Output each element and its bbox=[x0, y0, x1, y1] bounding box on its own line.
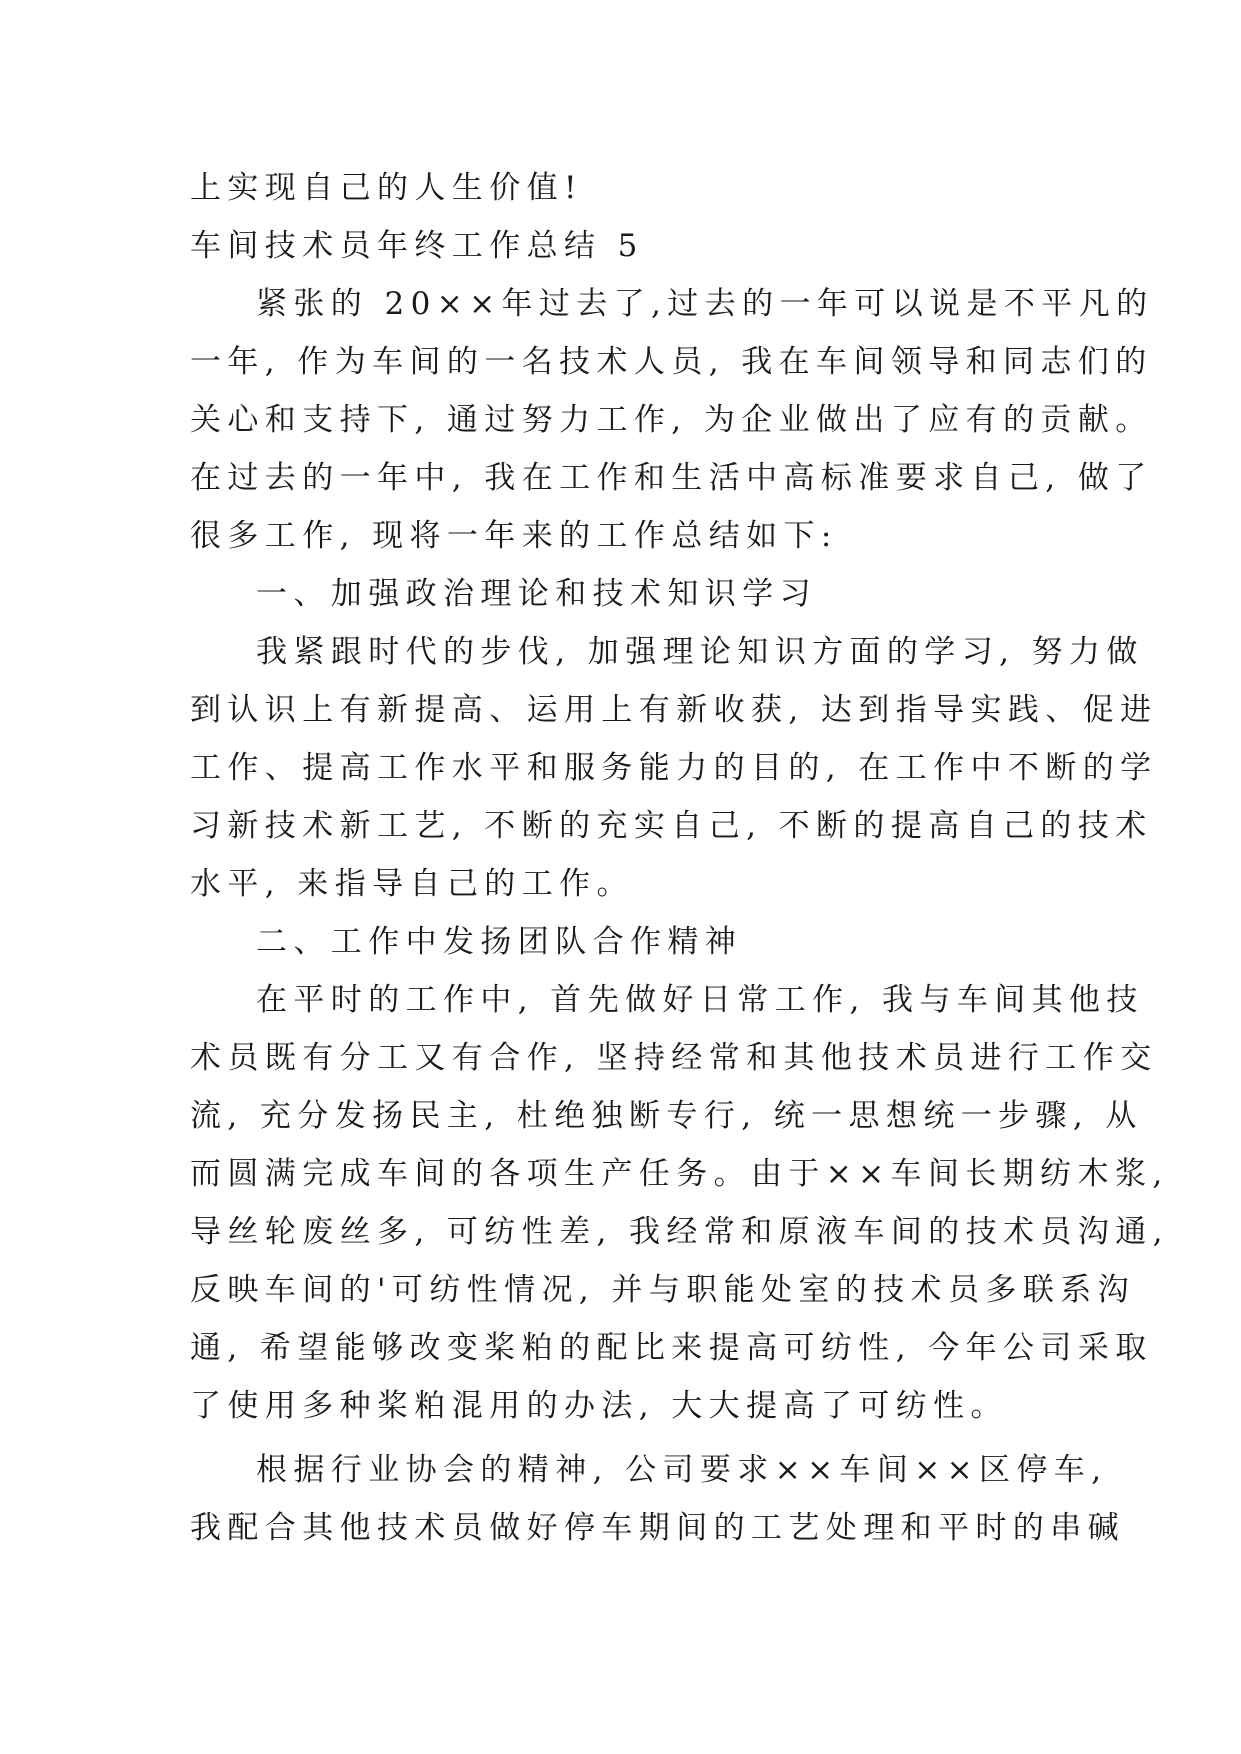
text-line: 流, 充分发扬民主, 杜绝独断专行, 统一思想统一步骤, 从 bbox=[190, 1098, 1143, 1134]
text-line: 工作、提高工作水平和服务能力的目的, 在工作中不断的学 bbox=[190, 750, 1158, 786]
text-line: 我配合其他技术员做好停车期间的工艺处理和平时的串碱 bbox=[190, 1510, 1125, 1546]
text-line: 到认识上有新提高、运用上有新收获, 达到指导实践、促进 bbox=[190, 692, 1158, 728]
text-line: 在过去的一年中, 我在工作和生活中高标准要求自己, 做了 bbox=[190, 460, 1153, 496]
text-line: 紧张的 20××年过去了,过去的一年可以说是不平凡的 bbox=[256, 286, 1154, 322]
text-line: 我紧跟时代的步伐, 加强理论知识方面的学习, 努力做 bbox=[256, 634, 1144, 670]
text-line: 而圆满完成车间的各项生产任务。由于××车间长期纺木浆, bbox=[190, 1156, 1169, 1192]
text-line: 习新技术新工艺, 不断的充实自己, 不断的提高自己的技术 bbox=[190, 808, 1153, 844]
subheading: 一、加强政治理论和技术知识学习 bbox=[256, 576, 817, 612]
text-line: 根据行业协会的精神, 公司要求××车间××区停车, bbox=[256, 1452, 1108, 1488]
text-line: 通, 希望能够改变桨粕的配比来提高可纺性, 今年公司采取 bbox=[190, 1330, 1153, 1366]
section-title: 车间技术员年终工作总结 5 bbox=[190, 228, 644, 264]
text-line: 术员既有分工又有合作, 坚持经常和其他技术员进行工作交 bbox=[190, 1040, 1158, 1076]
subheading: 二、工作中发扬团队合作精神 bbox=[256, 924, 743, 960]
text-line: 很多工作, 现将一年来的工作总结如下: bbox=[190, 518, 838, 554]
text-line: 水平, 来指导自己的工作。 bbox=[190, 866, 634, 902]
text-line: 在平时的工作中, 首先做好日常工作, 我与车间其他技 bbox=[256, 982, 1144, 1018]
text-line: 反映车间的'可纺性情况, 并与职能处室的技术员多联系沟 bbox=[190, 1272, 1136, 1308]
text-line: 一年, 作为车间的一名技术人员, 我在车间领导和同志们的 bbox=[190, 344, 1153, 380]
text-line: 上实现自己的人生价值! bbox=[190, 170, 583, 206]
text-line: 导丝轮废丝多, 可纺性差, 我经常和原液车间的技术员沟通, bbox=[190, 1214, 1169, 1250]
text-line: 了使用多种桨粕混用的办法, 大大提高了可纺性。 bbox=[190, 1388, 1008, 1424]
text-line: 关心和支持下, 通过努力工作, 为企业做出了应有的贡献。 bbox=[190, 402, 1153, 438]
